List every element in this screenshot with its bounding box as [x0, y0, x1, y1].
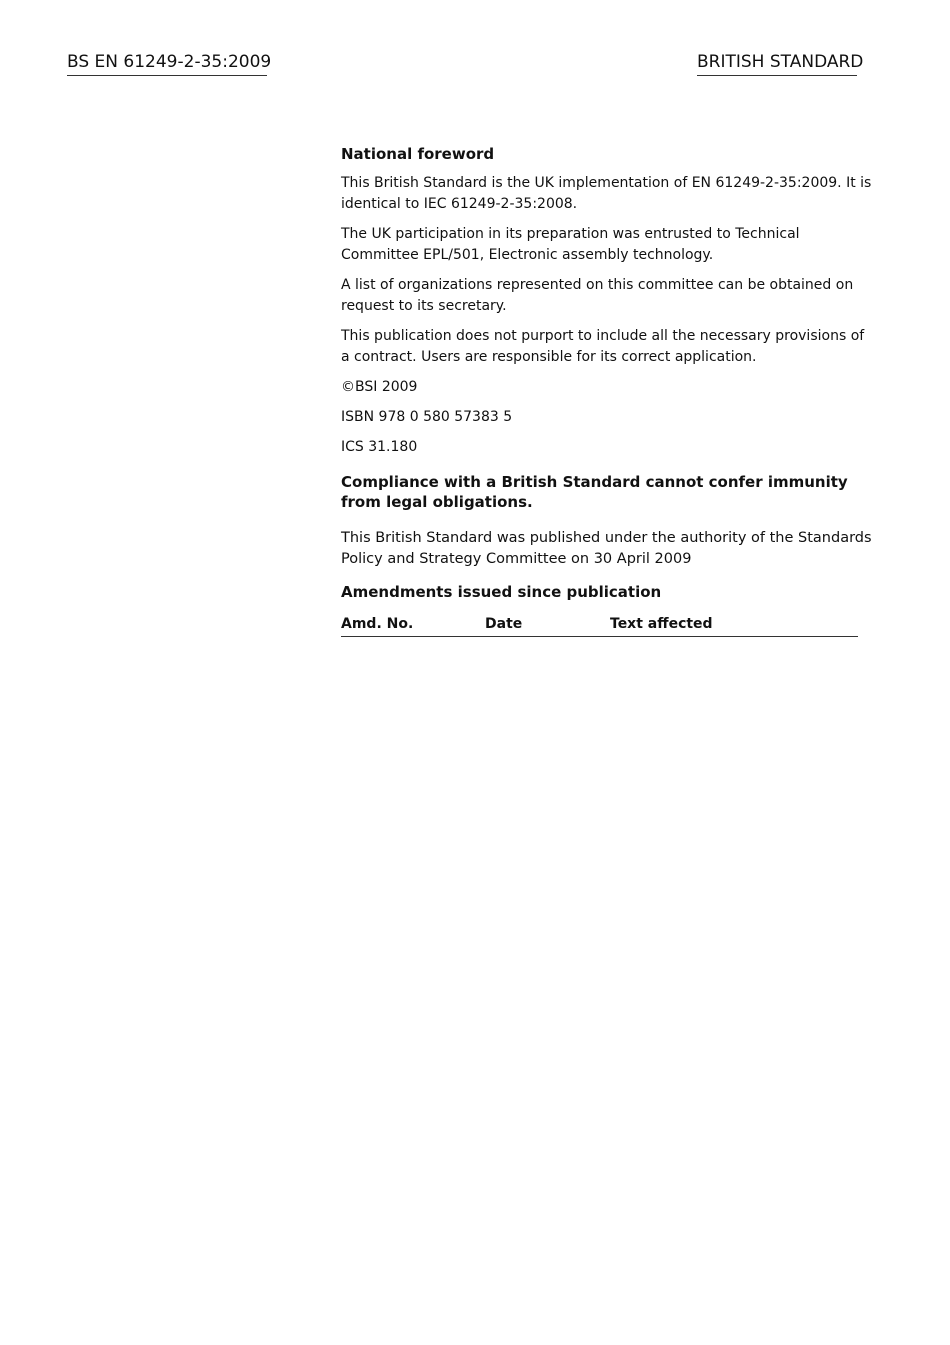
amendments-table-header: [341, 614, 858, 637]
foreword-title: National foreword: [341, 145, 495, 163]
document-number-header: BS EN 61249-2-35:2009: [67, 50, 267, 76]
amendments-title: Amendments issued since publication: [341, 583, 662, 601]
column-header-text-affected: Text affected: [610, 616, 713, 632]
compliance-notice: Compliance with a British Standard cannot confer immunity from legal obligations.: [341, 473, 848, 511]
ics-line: ICS 31.180: [341, 439, 418, 455]
isbn-line: ISBN 978 0 580 57383 5: [341, 409, 513, 425]
copyright-line: ©BSI 2009: [341, 379, 418, 395]
foreword-paragraph-implementation: This British Standard is the UK implementation of EN 61249-2-35:2009. It is identical to IEC 61249-2-35:2008.: [341, 175, 872, 212]
publication-statement: This British Standard was published under the authority of the Standards Policy and Strategy Committee on 30 April 2009: [341, 530, 872, 567]
foreword-paragraph-committee: The UK participation in its preparation was entrusted to Technical Committee EPL/501, Electronic assembly technology.: [341, 226, 800, 263]
column-header-amd-no: Amd. No.: [341, 616, 414, 632]
foreword-paragraph-provisions: This publication does not purport to include all the necessary provisions of a contract. Users are responsible for its correct application.: [341, 328, 865, 365]
standard-type-header: BRITISH STANDARD: [697, 50, 857, 76]
foreword-paragraph-organizations: A list of organizations represented on this committee can be obtained on request to its secretary.: [341, 277, 854, 314]
column-header-date: Date: [485, 616, 523, 632]
national-foreword-section: [341, 144, 876, 637]
